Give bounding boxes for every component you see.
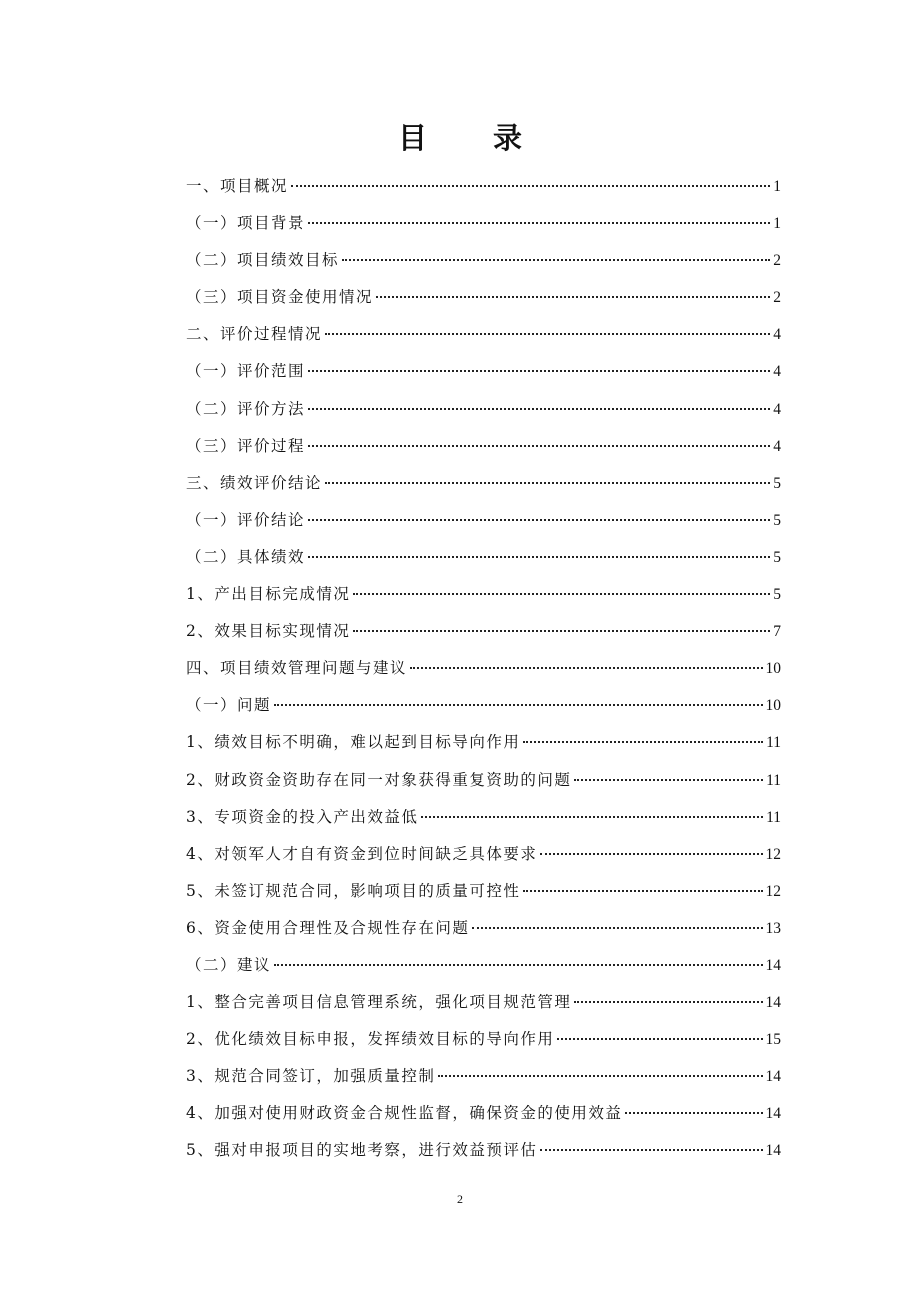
toc-entry[interactable]	[186, 316, 781, 353]
toc-entry-label: （一）项目背景	[186, 214, 306, 233]
toc-entry-label: 2、效果目标实现情况	[186, 622, 351, 641]
toc-entry[interactable]	[186, 650, 781, 687]
toc-entry-page: 1	[773, 215, 781, 233]
toc-dot-leader	[291, 185, 770, 187]
toc-dot-leader	[308, 445, 770, 447]
toc-entry-page: 14	[765, 1105, 781, 1123]
toc-dot-leader	[523, 741, 763, 743]
toc-entry[interactable]	[186, 910, 781, 947]
toc-dot-leader	[308, 556, 770, 558]
toc-entry-label: 6、资金使用合理性及合规性存在问题	[186, 918, 470, 937]
toc-entry-page: 15	[765, 1031, 781, 1049]
toc-entry-page: 4	[773, 363, 781, 381]
toc-entry[interactable]	[186, 1058, 781, 1095]
toc-entry-page: 5	[773, 511, 781, 529]
toc-entry-page: 4	[773, 437, 781, 455]
toc-entry-page: 11	[766, 734, 781, 752]
toc-dot-leader	[308, 370, 770, 372]
toc-entry-page: 10	[765, 697, 781, 715]
toc-entry-label: 4、加强对使用财政资金合规性监督，确保资金的使用效益	[186, 1104, 623, 1123]
toc-entry[interactable]	[186, 613, 781, 650]
toc-entry-label: （一）评价结论	[186, 510, 306, 529]
toc-entry-label: 4、对领军人才自有资金到位时间缺乏具体要求	[186, 844, 538, 863]
toc-entry-label: 3、专项资金的投入产出效益低	[186, 807, 419, 826]
toc-dot-leader	[472, 927, 762, 929]
toc-entry-page: 11	[766, 771, 781, 789]
toc-dot-leader	[353, 593, 770, 595]
toc-dot-leader	[557, 1038, 762, 1040]
toc-entry-page: 14	[765, 1142, 781, 1160]
toc-entry-page: 4	[773, 326, 781, 344]
toc-entry-label: 5、未签订规范合同，影响项目的质量可控性	[186, 881, 521, 900]
toc-entry-page: 14	[765, 994, 781, 1012]
toc-entry[interactable]	[186, 279, 781, 316]
toc-entry[interactable]	[186, 539, 781, 576]
toc-entry-label: 2、优化绩效目标申报，发挥绩效目标的导向作用	[186, 1030, 555, 1049]
toc-dot-leader	[540, 853, 762, 855]
toc-entry[interactable]	[186, 1095, 781, 1132]
toc-entry[interactable]	[186, 391, 781, 428]
table-of-contents	[186, 168, 781, 1170]
toc-dot-leader	[410, 667, 762, 669]
toc-entry-page: 2	[773, 289, 781, 307]
toc-entry[interactable]	[186, 168, 781, 205]
toc-entry-label: 2、财政资金资助存在同一对象获得重复资助的问题	[186, 770, 572, 789]
toc-entry-label: （二）项目绩效目标	[186, 251, 340, 270]
toc-entry-page: 7	[773, 623, 781, 641]
toc-dot-leader	[325, 333, 770, 335]
toc-dot-leader	[308, 222, 770, 224]
toc-entry-page: 14	[765, 956, 781, 974]
toc-dot-leader	[540, 1149, 762, 1151]
toc-entry[interactable]	[186, 502, 781, 539]
toc-entry-label: （一）问题	[186, 696, 272, 715]
toc-entry-label: 三、绩效评价结论	[186, 473, 323, 492]
toc-dot-leader	[308, 408, 770, 410]
toc-entry[interactable]	[186, 762, 781, 799]
toc-entry[interactable]	[186, 353, 781, 390]
toc-dot-leader	[523, 890, 762, 892]
toc-entry-page: 10	[765, 660, 781, 678]
page-title: 目 录	[397, 121, 551, 155]
toc-entry-page: 11	[766, 808, 781, 826]
toc-entry[interactable]	[186, 836, 781, 873]
toc-entry-label: （二）建议	[186, 955, 272, 974]
toc-entry[interactable]	[186, 576, 781, 613]
toc-entry[interactable]	[186, 724, 781, 761]
toc-entry[interactable]	[186, 1132, 781, 1169]
toc-entry-label: 1、整合完善项目信息管理系统，强化项目规范管理	[186, 993, 572, 1012]
toc-dot-leader	[421, 816, 763, 818]
toc-dot-leader	[274, 704, 762, 706]
toc-entry[interactable]	[186, 799, 781, 836]
toc-dot-leader	[308, 519, 770, 521]
toc-entry-label: （二）评价方法	[186, 399, 306, 418]
toc-entry[interactable]	[186, 242, 781, 279]
toc-dot-leader	[625, 1112, 762, 1114]
toc-entry[interactable]	[186, 205, 781, 242]
toc-entry-page: 12	[765, 882, 781, 900]
toc-entry-page: 4	[773, 400, 781, 418]
toc-entry-page: 5	[773, 548, 781, 566]
toc-entry-label: 一、项目概况	[186, 177, 289, 195]
toc-entry[interactable]	[186, 428, 781, 465]
toc-dot-leader	[274, 964, 762, 966]
toc-entry-page: 1	[773, 178, 781, 195]
toc-entry[interactable]	[186, 465, 781, 502]
toc-entry-page: 5	[773, 586, 781, 604]
toc-dot-leader	[376, 296, 770, 298]
toc-entry[interactable]	[186, 873, 781, 910]
toc-dot-leader	[574, 779, 763, 781]
toc-entry-label: 5、强对申报项目的实地考察，进行效益预评估	[186, 1141, 538, 1160]
toc-dot-leader	[438, 1075, 762, 1077]
toc-entry-label: 3、规范合同签订，加强质量控制	[186, 1067, 436, 1086]
toc-dot-leader	[574, 1001, 762, 1003]
toc-entry[interactable]	[186, 687, 781, 724]
toc-entry[interactable]	[186, 1021, 781, 1058]
toc-entry-page: 5	[773, 474, 781, 492]
toc-entry-page: 12	[765, 845, 781, 863]
toc-entry-label: 1、绩效目标不明确，难以起到目标导向作用	[186, 733, 521, 752]
page-number: 2	[457, 1192, 463, 1206]
toc-dot-leader	[342, 259, 770, 261]
toc-entry-page: 13	[765, 919, 781, 937]
toc-entry-label: 四、项目绩效管理问题与建议	[186, 659, 408, 678]
toc-entry-label: 二、评价过程情况	[186, 325, 323, 344]
toc-entry-page: 14	[765, 1068, 781, 1086]
toc-entry-label: （二）具体绩效	[186, 547, 306, 566]
toc-dot-leader	[325, 482, 770, 484]
toc-entry-page: 2	[773, 252, 781, 270]
toc-entry-label: （三）项目资金使用情况	[186, 288, 374, 307]
toc-entry[interactable]	[186, 984, 781, 1021]
toc-entry-label: 1、产出目标完成情况	[186, 585, 351, 604]
toc-dot-leader	[353, 630, 770, 632]
toc-entry-label: （一）评价范围	[186, 362, 306, 381]
toc-entry-label: （三）评价过程	[186, 436, 306, 455]
toc-entry[interactable]	[186, 947, 781, 984]
